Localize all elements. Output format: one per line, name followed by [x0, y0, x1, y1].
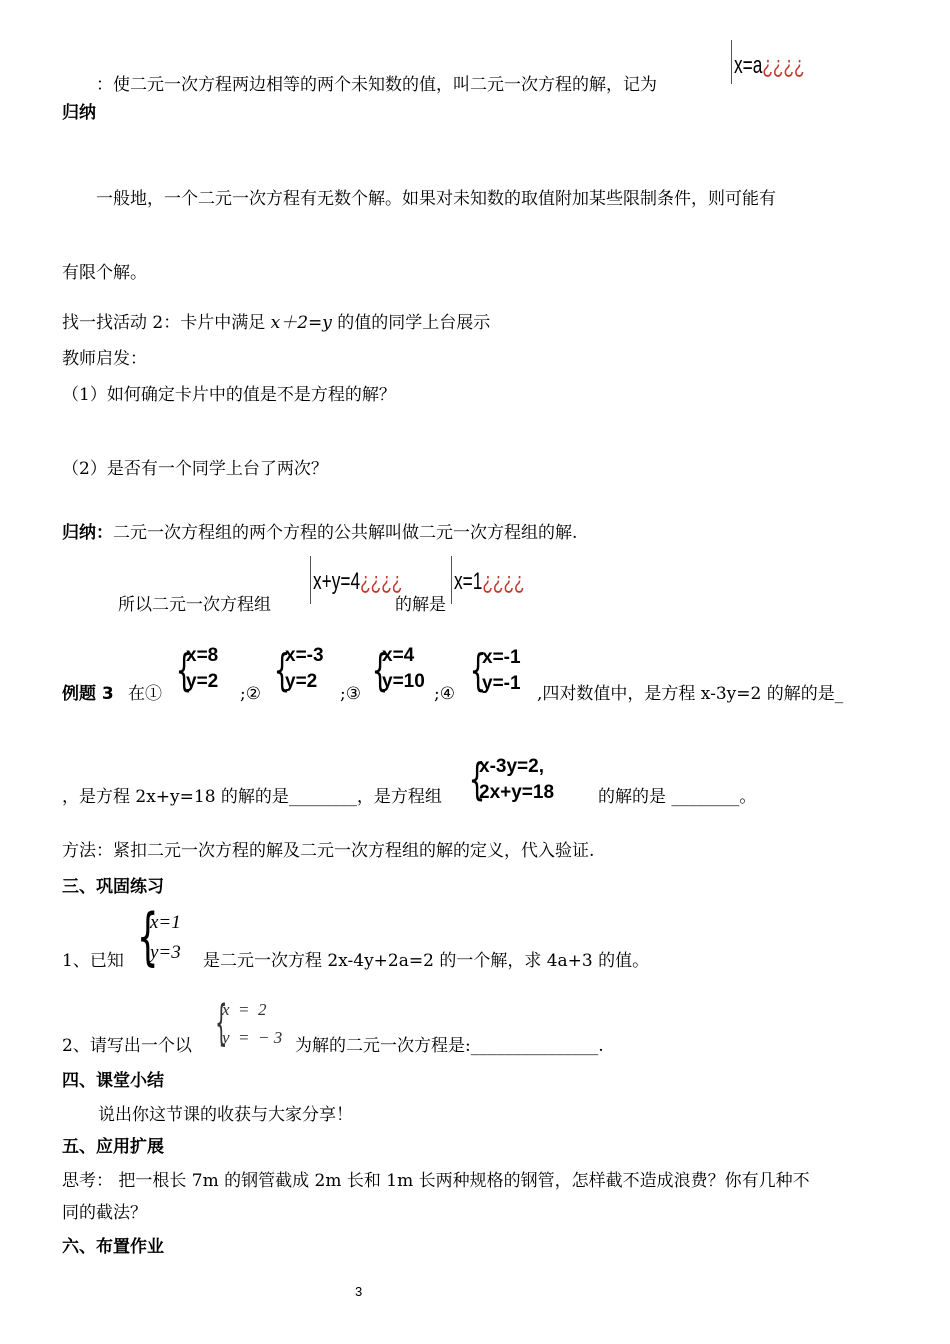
- method: 方法：紧扣二元一次方程的解及二元一次方程组的解的定义，代入验证.: [62, 841, 595, 861]
- system-eq-tail: ¿¿¿¿: [360, 568, 403, 595]
- sep-3: ;③: [340, 684, 361, 704]
- general-paragraph-line-2: 有限个解。: [62, 263, 147, 283]
- pair-4-y: y=-1: [482, 673, 521, 694]
- ex1-y: y=3: [150, 942, 181, 963]
- system-prefix: 所以二元一次方程组: [118, 595, 271, 615]
- brace-pair-1: {: [175, 645, 193, 696]
- solution-tail: ¿¿¿¿: [482, 568, 525, 595]
- formula-x-equals-a: [734, 52, 832, 80]
- section-3-heading: 三、巩固练习: [62, 877, 164, 897]
- ex2-x: x = 2: [222, 1000, 267, 1019]
- think-line-1: 思考： 把一根长 7m 的钢管截成 2m 长和 1m 长两种规格的钢管，怎样截不造成浪费？你有几种不: [62, 1171, 810, 1191]
- pair-3-y: y=10: [382, 671, 425, 692]
- example-3-system: [479, 754, 554, 806]
- solution-bracket: [451, 556, 452, 604]
- exercise-1-values: [150, 908, 181, 968]
- pair-1: [186, 643, 218, 695]
- guina-2-text: 二元一次方程组的两个方程的公共解叫做二元一次方程组的解.: [113, 523, 578, 543]
- pair-2-y: y=2: [285, 671, 318, 692]
- brace-pair-2: {: [273, 645, 291, 696]
- brace-ex2: {: [215, 995, 228, 1051]
- guina-2-label: 归纳：: [62, 523, 113, 543]
- pair-3-x: x=4: [382, 645, 415, 666]
- formula-main: x=a: [734, 52, 763, 79]
- exercise-1-prefix: 1、已知: [62, 951, 124, 971]
- guina-2: [62, 522, 577, 544]
- brace-pair-4: {: [469, 645, 487, 696]
- brace-system: {: [468, 754, 486, 805]
- section-5-heading: 五、应用扩展: [62, 1137, 164, 1157]
- question-1: （1）如何确定卡片中的值是不是方程的解？: [62, 385, 396, 405]
- solution-main: x=1: [454, 568, 483, 595]
- summary: 说出你这节课的收获与大家分享！: [98, 1105, 353, 1125]
- definition-text: ：使二元一次方程两边相等的两个未知数的值，叫二元一次方程的解，记为: [96, 75, 657, 95]
- example-3-line-2b: 的解的是 ________。: [598, 787, 757, 807]
- pair-4: [482, 645, 521, 697]
- section-6-heading: 六、布置作业: [62, 1237, 164, 1257]
- exercise-2-text: 为解的二元一次方程是:_______________.: [295, 1036, 604, 1056]
- formula-bracket: [731, 40, 732, 84]
- ex2-y: y = − 3: [222, 1028, 283, 1047]
- activity-equation: x＋2=y: [270, 313, 332, 333]
- brace-pair-3: {: [371, 645, 389, 696]
- pair-1-y: y=2: [186, 671, 219, 692]
- teacher-hint: 教师启发：: [62, 349, 147, 369]
- exercise-1-text: 是二元一次方程 2x-4y+2a=2 的一个解，求 4a+3 的值。: [203, 951, 650, 971]
- page-number: 3: [355, 1284, 363, 1299]
- exercise-2-prefix: 2、请写出一个以: [62, 1036, 192, 1056]
- sep-2: ;②: [240, 684, 261, 704]
- brace-ex1: {: [136, 900, 159, 973]
- example-3-question: ,四对数值中，是方程 x-3y=2 的解的是_: [537, 684, 844, 704]
- system-eq-2: 2x+y=18: [479, 782, 555, 803]
- formula-tail: ¿¿¿¿: [762, 52, 805, 79]
- activity-2: [62, 312, 490, 334]
- pair-4-x: x=-1: [482, 647, 521, 668]
- pair-2-x: x=-3: [285, 645, 324, 666]
- solution-definition: [96, 74, 657, 96]
- sep-4: ;④: [434, 684, 455, 704]
- pair-3: [382, 643, 425, 695]
- activity-suffix: 的值的同学上台展示: [331, 313, 491, 333]
- example-3-in: 在①: [128, 684, 162, 704]
- exercise-2-values: [222, 996, 282, 1052]
- question-2: （2）是否有一个同学上台了两次？: [62, 459, 328, 479]
- system-eq-1: x-3y=2,: [479, 756, 544, 777]
- think-line-2: 同的截法？: [62, 1203, 147, 1223]
- system-middle: 的解是: [395, 595, 446, 615]
- pair-2: [285, 643, 324, 695]
- pair-1-x: x=8: [186, 645, 219, 666]
- guina-label: 归纳: [62, 103, 96, 123]
- system-bracket: [310, 556, 311, 604]
- example-3-line-2a: ，是方程 2x+y=18 的解的是________，是方程组: [62, 787, 442, 807]
- system-equation: [313, 568, 437, 596]
- system-eq-main: x+y=4: [313, 568, 361, 595]
- section-4-heading: 四、课堂小结: [62, 1071, 164, 1091]
- activity-prefix: 找一找活动 2：卡片中满足: [62, 313, 271, 333]
- system-solution: [454, 568, 552, 596]
- general-paragraph-line-1: 一般地，一个二元一次方程有无数个解。如果对未知数的取值附加某些限制条件，则可能有: [96, 189, 776, 209]
- example-3-label: 例题 3: [62, 684, 114, 704]
- ex1-x: x=1: [150, 912, 181, 933]
